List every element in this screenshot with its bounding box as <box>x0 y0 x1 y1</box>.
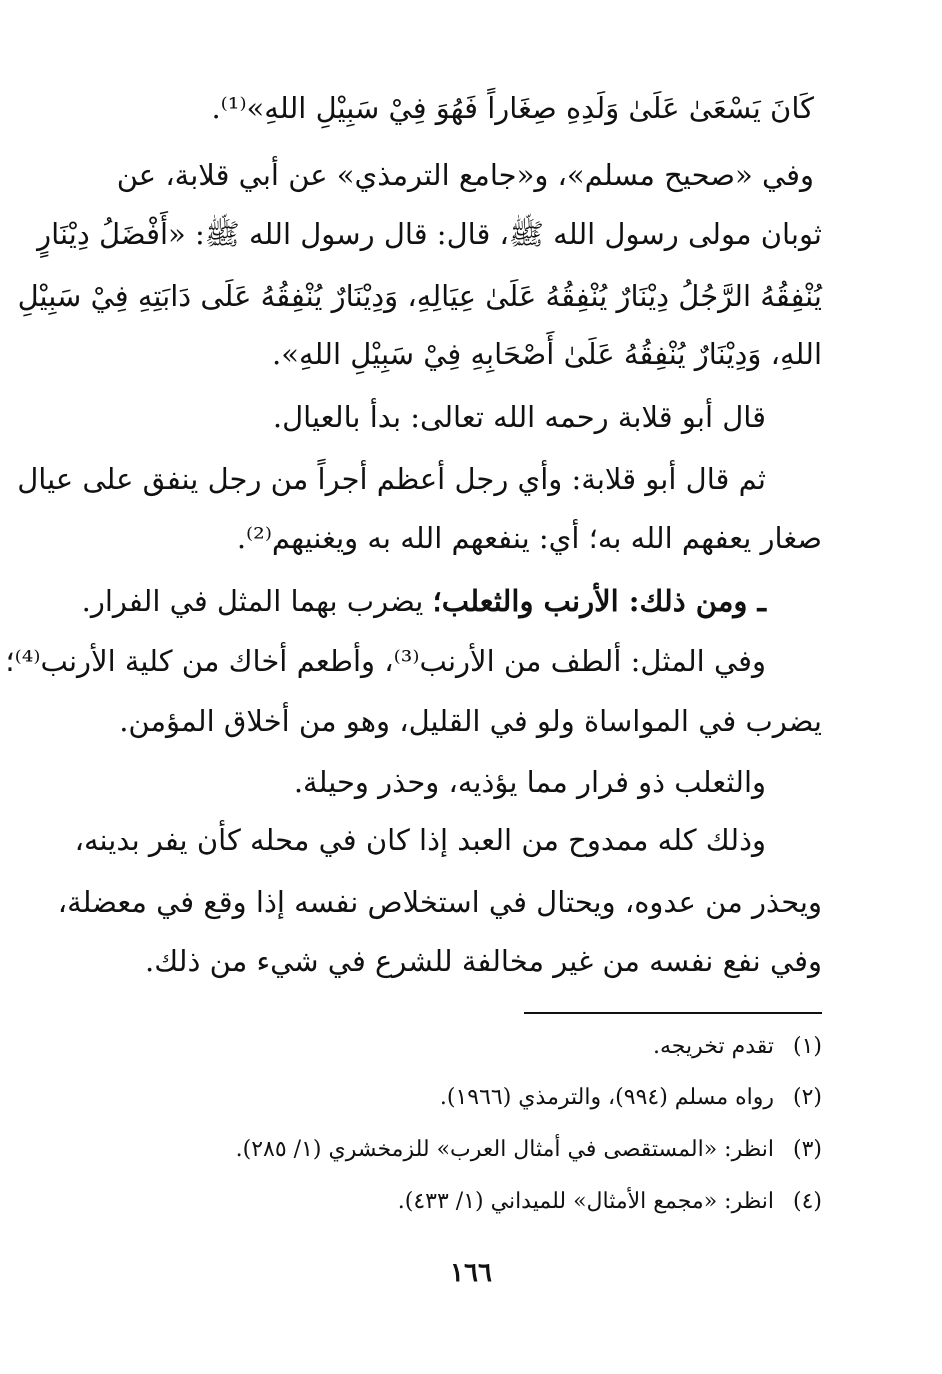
footnote-1 <box>117 1032 822 1062</box>
body-line-8: صغار يعفهم الله به؛ أي: ينفعهم الله به ويغنيهم⁽²⁾. <box>236 521 822 555</box>
body-line-2: وفي «صحيح مسلم»، و«جامع الترمذي» عن أبي قلابة، عن <box>116 158 814 192</box>
footnote-text: رواه مسلم (٩٩٤)، والترمذي (١٩٦٦). <box>439 1085 774 1110</box>
body-line-1: كَانَ يَسْعَىٰ عَلَىٰ وَلَدِهِ صِغَاراً فَهُوَ فِيْ سَبِيْلِ اللهِ»⁽¹⁾. <box>211 91 814 125</box>
footnote-number: (٣) <box>792 1137 822 1162</box>
body-line-10: وفي المثل: ألطف من الأرنب⁽³⁾، وأطعم أخاك من كلية الأرنب⁽⁴⁾؛ <box>5 644 766 678</box>
footnote-text: انظر: «المستقصى في أمثال العرب» للزمخشري (١/ ٢٨٥). <box>235 1137 774 1162</box>
body-line-12: والثعلب ذو فرار مما يؤذيه، وحذر وحيلة. <box>293 765 766 799</box>
footnote-4 <box>117 1187 822 1217</box>
heading-rest: يضرب بهما المثل في الفرار. <box>81 584 433 618</box>
page-number: ١٦٦ <box>450 1258 492 1288</box>
body-line-3: ثوبان مولى رسول الله ﷺ، قال: قال رسول الله ﷺ: «أَفْضَلُ دِيْنَارٍ <box>37 217 822 251</box>
footnote-number: (٢) <box>792 1085 822 1110</box>
body-line-15: وفي نفع نفسه من غير مخالفة للشرع في شيء من ذلك. <box>145 944 822 978</box>
footnote-text: انظر: «مجمع الأمثال» للميداني (١/ ٤٣٣). <box>397 1189 774 1214</box>
footnote-2 <box>117 1083 822 1113</box>
body-line-7: ثم قال أبو قلابة: وأي رجل أعظم أجراً من رجل ينفق على عيال <box>17 462 766 496</box>
body-line-14: ويحذر من عدوه، ويحتال في استخلاص نفسه إذا وقع في معضلة، <box>57 885 822 919</box>
body-line-6: قال أبو قلابة رحمه الله تعالى: بدأ بالعيال. <box>272 400 766 434</box>
body-line-11: يضرب في المواساة ولو في القليل، وهو من أخلاق المؤمن. <box>119 704 822 738</box>
body-line-4: يُنْفِقُهُ الرَّجُلُ دِيْنَارٌ يُنْفِقُهُ عَلَىٰ عِيَالِهِ، وَدِيْنَارٌ يُنْفِقُهُ عَلَى دَابَتِهِ فِيْ سَبِيْلِ <box>17 279 822 313</box>
footnote-number: (١) <box>792 1034 822 1059</box>
footnote-number: (٤) <box>792 1189 822 1214</box>
footnote-3 <box>117 1135 822 1165</box>
footnote-text: تقدم تخريجه. <box>653 1034 774 1059</box>
body-line-13: وذلك كله ممدوح من العبد إذا كان في محله كأن يفر بدينه، <box>74 823 766 857</box>
body-line-5: اللهِ، وَدِيْنَارٌ يُنْفِقُهُ عَلَىٰ أَصْحَابِهِ فِيْ سَبِيْلِ اللهِ». <box>272 337 822 371</box>
footnote-separator <box>524 1012 822 1014</box>
section-heading-line <box>61 581 766 621</box>
heading-bold: ـ ومن ذلك: الأرنب والثعلب؛ <box>432 584 766 618</box>
